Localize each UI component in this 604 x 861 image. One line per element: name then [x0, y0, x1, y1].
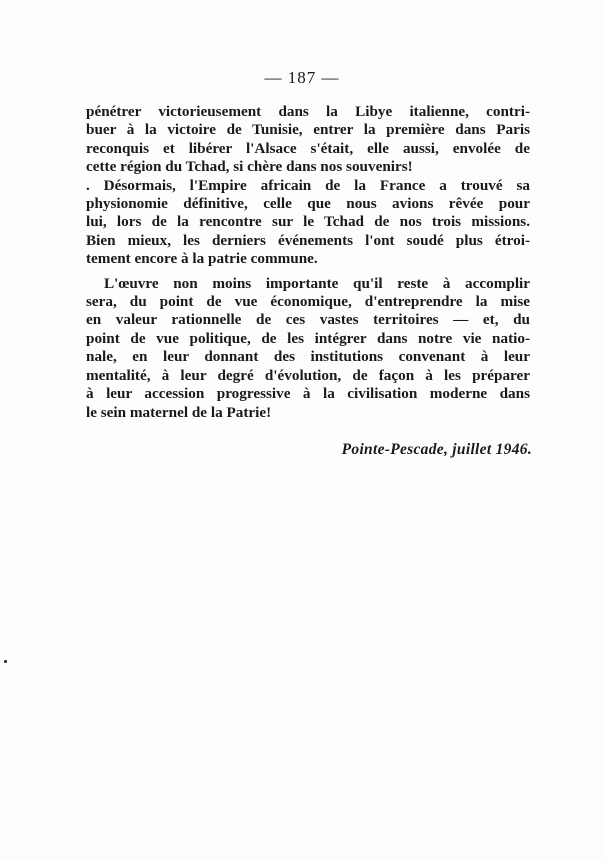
signature-place-date: Pointe-Pescade, juillet 1946.: [341, 441, 532, 458]
text-line: Bien mieux, les derniers événements l'ont soudé plus étroi-: [86, 231, 530, 249]
text-line: lui, lors de la rencontre sur le Tchad de nos trois missions.: [86, 213, 530, 231]
text-line: pénétrer victorieusement dans la Libye italienne, contri-: [86, 103, 530, 120]
text-line: sera, du point de vue économique, d'entreprendre la mise: [86, 293, 530, 311]
text-line: buer à la victoire de Tunisie, entrer la première dans Paris: [86, 121, 530, 139]
text-line: à leur accession progressive à la civilisation moderne dans: [86, 385, 530, 403]
text-line: physionomie définitive, celle que nous avions rêvée pour: [86, 195, 530, 213]
text-line: mentalité, à leur degré d'évolution, de façon à les préparer: [86, 366, 530, 384]
text-line: point de vue politique, de les intégrer dans notre vie natio-: [86, 329, 530, 347]
text-line: nale, en leur donnant des institutions convenant à leur: [86, 348, 530, 366]
body-text: [86, 103, 530, 422]
page-number: — 187 —: [264, 68, 340, 87]
text-line: cette région du Tchad, si chère dans nos souvenirs!: [86, 158, 413, 176]
text-line: reconquis et libérer l'Alsace s'était, elle aussi, envolée de: [86, 139, 530, 157]
text-line: tement encore à la patrie commune.: [86, 250, 318, 268]
paragraph-1: [86, 103, 530, 177]
text-line: en valeur rationnelle de ces vastes territoires — et, du: [86, 311, 530, 329]
margin-speck: [4, 660, 7, 663]
text-line: . Désormais, l'Empire africain de la France a trouvé sa: [86, 176, 530, 194]
paragraph-2: [86, 177, 530, 269]
text-line: L'œuvre non moins importante qu'il reste à accomplir: [104, 274, 530, 292]
text-line: le sein maternel de la Patrie!: [86, 403, 272, 421]
paragraph-3: [86, 275, 530, 422]
